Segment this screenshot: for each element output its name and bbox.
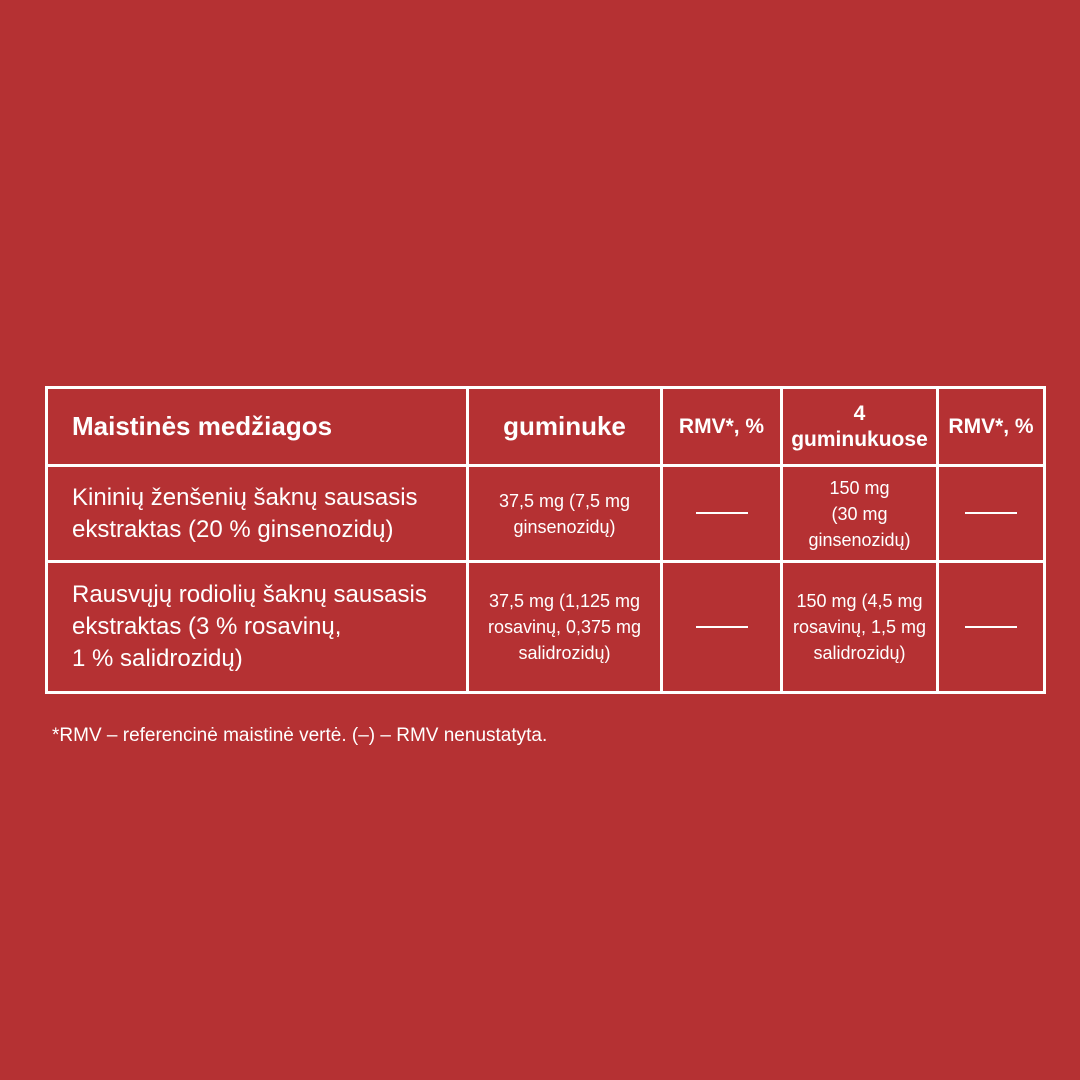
table-row — [47, 466, 1045, 562]
dash-not-set — [696, 512, 748, 514]
row-ginseng-rmv-2 — [938, 466, 1045, 562]
row-rhodiola-per-4: 150 mg (4,5 mg rosavinų, 1,5 mg salidrozidų) — [782, 562, 938, 693]
footnote: *RMV – referencinė maistinė vertė. (–) – RMV nenustatyta. — [52, 725, 548, 746]
row-ginseng-per-4: 150 mg (30 mg ginsenozidų) — [782, 466, 938, 562]
row-ginseng-per-gummy: 37,5 mg (7,5 mg ginsenozidų) — [468, 466, 662, 562]
header-nutrients: Maistinės medžiagos — [47, 388, 468, 466]
table-row — [47, 562, 1045, 693]
row-rhodiola-per-gummy: 37,5 mg (1,125 mg rosavinų, 0,375 mg salidrozidų) — [468, 562, 662, 693]
table-header-row — [47, 388, 1045, 466]
row-rhodiola-name: Rausvųjų rodiolių šaknų sausasis ekstraktas (3 % rosavinų, 1 % salidrozidų) — [47, 562, 468, 693]
header-per-4-number: 4 — [853, 401, 866, 425]
row-ginseng-rmv-1 — [662, 466, 782, 562]
header-per-4-gummies — [782, 388, 938, 466]
nutrition-table — [45, 386, 1046, 694]
dash-not-set — [696, 626, 748, 628]
row-rhodiola-rmv-2 — [938, 562, 1045, 693]
row-rhodiola-rmv-1 — [662, 562, 782, 693]
header-rmv-2: RMV*, % — [938, 388, 1045, 466]
header-per-gummy: guminuke — [468, 388, 662, 466]
header-rmv-1: RMV*, % — [662, 388, 782, 466]
row-ginseng-name: Kininių ženšenių šaknų sausasis ekstraktas (20 % ginsenozidų) — [47, 466, 468, 562]
dash-not-set — [965, 512, 1017, 514]
header-per-4-label: guminukuose — [791, 427, 928, 451]
dash-not-set — [965, 626, 1017, 628]
